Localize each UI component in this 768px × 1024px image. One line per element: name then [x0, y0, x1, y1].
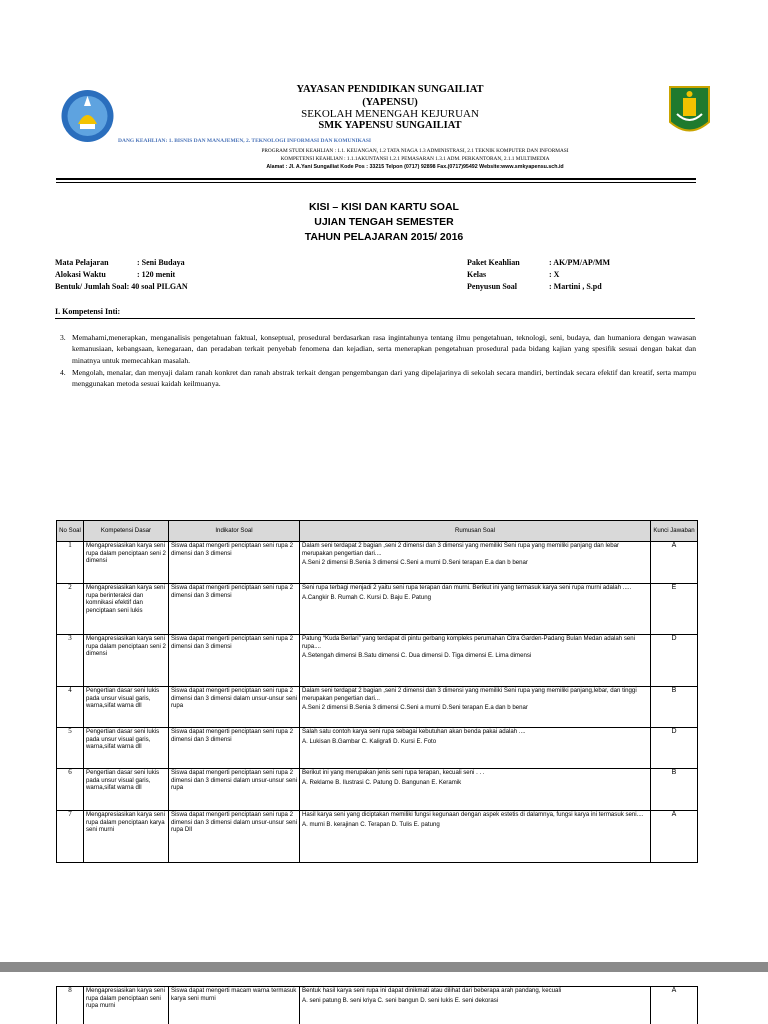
time-label: Alokasi Waktu: [55, 270, 106, 279]
basic-competency: Mengapresiasikan karya seni rupa dalam penciptaan seni rupa murni: [84, 987, 169, 1024]
question-table: [56, 520, 698, 863]
question-number: 5: [57, 728, 84, 769]
table-row: [57, 728, 698, 769]
core-text: Mengolah, menalar, dan menyaji dalam ranah konkret dan ranah abstrak terkait dengan pengembangan dari yang dipelajarinya di sekolah secara mandiri, bertindak secara efektif dan kreatif, serta mampu menggunakan metoda sesuai kaidah keilmuanya.: [72, 368, 696, 389]
question-cell: [300, 728, 651, 769]
table-row: [57, 584, 698, 635]
question-number: 6: [57, 769, 84, 811]
author-value: : Martini , S.pd: [549, 282, 602, 291]
section-divider: [55, 318, 695, 319]
indicator: Siswa dapat mengerti penciptaan seni rupa 2 dimensi dan 3 dimensi dalam unsur-unsur seni rupa: [169, 769, 300, 811]
foundation-acronym: (YAPENSU): [362, 97, 418, 108]
question-text: Berikut ini yang merupakan jenis seni rupa terapan, kecuali seni . . .: [302, 769, 485, 776]
table-row: [57, 635, 698, 687]
doc-title: KISI – KISI DAN KARTU SOAL: [309, 201, 459, 213]
table-row: [57, 542, 698, 584]
basic-competency: Mengapresiasikan karya seni rupa berinteraksi dan komnikasi efektif dan penciptaan seni lukis: [84, 584, 169, 635]
question-cell: [300, 687, 651, 728]
doc-subtitle: UJIAN TENGAH SEMESTER: [314, 216, 454, 228]
answer-key: E: [651, 584, 698, 635]
package-value: : AK/PM/AP/MM: [549, 258, 611, 267]
school-type: SEKOLAH MENENGAH KEJURUAN: [301, 108, 479, 120]
answer-key: B: [651, 769, 698, 811]
question-number: 4: [57, 687, 84, 728]
answer-options: A. Reklame B. Ilustrasi C. Patung D. Bangunan E. Keramik: [302, 778, 462, 786]
basic-competency: Pengertian dasar seni lukis pada unsur visual garis, warna,sifat warna dll: [84, 769, 169, 811]
question-number: 7: [57, 811, 84, 863]
section-title: I. Kompetensi Inti:: [55, 307, 121, 316]
indicator: Siswa dapat mengerti macam warna termasuk karya seni murni: [169, 987, 300, 1024]
regency-crest-icon: [667, 84, 712, 139]
indicator: Siswa dapat mengerti penciptaan seni rupa 2 dimensi dan 3 dimensi: [169, 584, 300, 635]
subject-label: Mata Pelajaran: [55, 258, 109, 267]
class-label: Kelas: [467, 270, 487, 279]
answer-key: A: [651, 542, 698, 584]
question-text: Seni rupa terbagi menjadi 2 yaitu seni rupa terapan dan murni. Berikut ini yang termasuk karya seni rupa murni adalah .....: [302, 584, 632, 591]
question-cell: [300, 987, 651, 1024]
table-row: [57, 811, 698, 863]
col-header-no: No Soal: [57, 521, 84, 542]
form-line: Bentuk/ Jumlah Soal: 40 soal PILGAN: [55, 282, 188, 291]
question-number: 3: [57, 635, 84, 687]
answer-options: A. murni B. kerajinan C. Terapan D. Tulis E. patung: [302, 820, 440, 828]
question-cell: [300, 811, 651, 863]
col-header-indicator: Indikator Soal: [169, 521, 300, 542]
answer-key: D: [651, 728, 698, 769]
subject-value: : Seni Budaya: [137, 258, 185, 267]
competencies-line: KOMPETENSI KEAHLIAN : 1.1.1AKUNTANSI 1.2.1 PEMASARAN 1.3.1 ADM. PERKANTORAN, 2.1.1 MULTIMEDIA: [280, 156, 550, 162]
core-number: 3.: [60, 333, 66, 342]
question-number: 8: [57, 987, 84, 1024]
header-divider: [56, 178, 696, 180]
answer-options: A.Seni 2 dimensi B.Senia 3 dimensi C.Seni a murni D.Seni terapan E.a dan b benar: [302, 559, 528, 566]
indicator: Siswa dapat mengerti penciptaan seni rupa 2 dimensi dan 3 dimensi: [169, 728, 300, 769]
question-text: Dalam seni terdapat 2 bagian ,seni 2 dimensi dan 3 dimensi yang memiliki Seni rupa yang memiliki panjang,lebar, dan tinggi merupakan pengertian dari...: [302, 687, 637, 702]
question-number: 2: [57, 584, 84, 635]
core-competency-4: [60, 367, 696, 390]
core-text: Memahami,menerapkan, menganalisis pengetahuan faktual, konseptual, prosedural berdasarkan rasa ingintahunya tentang ilmu pengetahuan, teknologi, seni, budaya, dan humaniora dengan wawasan kemanusiaan, kebangsaan, kenegaraan, dan peradaban terkait penyebab fenomena dan kejadian, serta menerapkan pengetahuan prosedural pada bidang kajian yang spesifik sesuai dengan bakat dan minatnya untuk memecahkan masalah.: [72, 333, 696, 365]
package-label: Paket Keahlian: [467, 258, 520, 267]
question-cell: [300, 542, 651, 584]
basic-competency: Mengapresiasikan karya seni rupa dalam penciptaan seni 2 dimensi: [84, 542, 169, 584]
question-text: Hasil karya seni yang diciptakan memiliki fungsi kegunaan dengan aspek estetis di dalamnya, fungsi karya ini termasuk seni....: [302, 811, 644, 818]
answer-options: A.Cangkir B. Rumah C. Kursi D. Baju E. Patung: [302, 593, 432, 601]
basic-competency: Pengertian dasar seni lukis pada unsur visual garis, warna,sifat warna dll: [84, 728, 169, 769]
core-competency-3: [60, 332, 696, 366]
header-divider-thin: [56, 182, 696, 183]
doc-year: TAHUN PELAJARAN 2015/ 2016: [304, 231, 464, 243]
departments-line: DANG KEAHLIAN: 1. BISNIS DAN MANAJEMEN, 2. TEKNOLOGI INFORMASI DAN KOMUNIKASI: [118, 138, 372, 144]
basic-competency: Mengapresiasikan karya seni rupa dalam penciptaan seni 2 dimensi: [84, 635, 169, 687]
time-value: : 120 menit: [137, 270, 176, 279]
table-row: [57, 987, 698, 1024]
answer-key: A: [651, 987, 698, 1024]
question-text: Dalam seni terdapat 2 bagian ,seni 2 dimensi dan 3 dimensi yang memiliki Seni rupa yang memiliki panjang dan lebar merupakan pengertian dari....: [302, 542, 620, 557]
class-value: : X: [549, 270, 560, 279]
question-table-continued: [56, 986, 698, 1024]
question-cell: [300, 584, 651, 635]
indicator: Siswa dapat mengerti penciptaan seni rupa 2 dimensi dan 3 dimensi dalam unsur-unsur seni rupa Dll: [169, 811, 300, 863]
document-page-2: [0, 972, 768, 1024]
table-row: [57, 687, 698, 728]
core-number: 4.: [60, 368, 66, 377]
question-cell: [300, 635, 651, 687]
programs-line: PROGRAM STUDI KEAHLIAN : 1.1. KEUANGAN, 1.2 TATA NIAGA 1.3 ADMINISTRASI, 2.1 TEKNIK KOMPUTER DAN INFORMASI: [261, 148, 569, 154]
answer-options: A.Setengah dimensi B.Satu dimensi C. Dua dimensi D. Tiga dimensi E. Lima dimensi: [302, 652, 532, 659]
tut-wuri-handayani-logo-icon: [60, 86, 115, 146]
answer-options: A. seni patung B. seni kriya C. seni bangun D. seni lukis E. seni dekorasi: [302, 996, 499, 1004]
table-header-row: [57, 521, 698, 542]
col-header-question: Rumusan Soal: [300, 521, 651, 542]
foundation-name: YAYASAN PENDIDIKAN SUNGAILIAT: [296, 84, 484, 95]
col-header-key: Kunci Jawaban: [651, 521, 698, 542]
question-text: Salah satu contoh karya seni rupa sebagai kebutuhan akan benda pakai adalah ....: [302, 728, 526, 735]
indicator: Siswa dapat mengerti penciptaan seni rupa 2 dimensi dan 3 dimensi dalam unsur-unsur seni rupa: [169, 687, 300, 728]
question-cell: [300, 769, 651, 811]
indicator: Siswa dapat mengerti penciptaan seni rupa 2 dimensi dan 3 dimensi: [169, 635, 300, 687]
author-label: Penyusun Soal: [467, 282, 518, 291]
answer-options: A.Seni 2 dimensi B.Senia 3 dimensi C.Seni a murni D.Seni terapan E.a dan b benar: [302, 704, 528, 711]
answer-key: A: [651, 811, 698, 863]
question-number: 1: [57, 542, 84, 584]
school-name: SMK YAPENSU SUNGAILIAT: [318, 120, 462, 131]
indicator: Siswa dapat mengerti penciptaan seni rupa 2 dimensi dan 3 dimensi: [169, 542, 300, 584]
answer-key: D: [651, 635, 698, 687]
basic-competency: Mengapresiasikan karya seni rupa dalam penciptaan karya seni murni: [84, 811, 169, 863]
address-line: Alamat : Jl. A.Yani Sungailiat Kode Pos : 33215 Telpon (0717) 92898 Fax.(0717)95492 Website:www.smkyapensu.sch.id: [266, 164, 564, 170]
question-text: Patung “Kuda Berlari” yang terdapat di pintu gerbang kompleks perumahan Citra Garden-Padang Bulan Medan adalah seni rupa....: [302, 635, 635, 650]
question-text: Bentuk hasil karya seni rupa ini dapat dinikmati atau dilihat dari beberapa arah pandang, kecuali: [302, 987, 562, 994]
answer-options: A. Lukisan B.Gambar C. Kaligrafi D. Kursi E. Foto: [302, 737, 437, 745]
page-gap: [0, 962, 768, 972]
basic-competency: Pengertian dasar seni lukis pada unsur visual garis, warna,sifat warna dll: [84, 687, 169, 728]
answer-key: B: [651, 687, 698, 728]
table-row: [57, 769, 698, 811]
col-header-kd: Kompetensi Dasar: [84, 521, 169, 542]
